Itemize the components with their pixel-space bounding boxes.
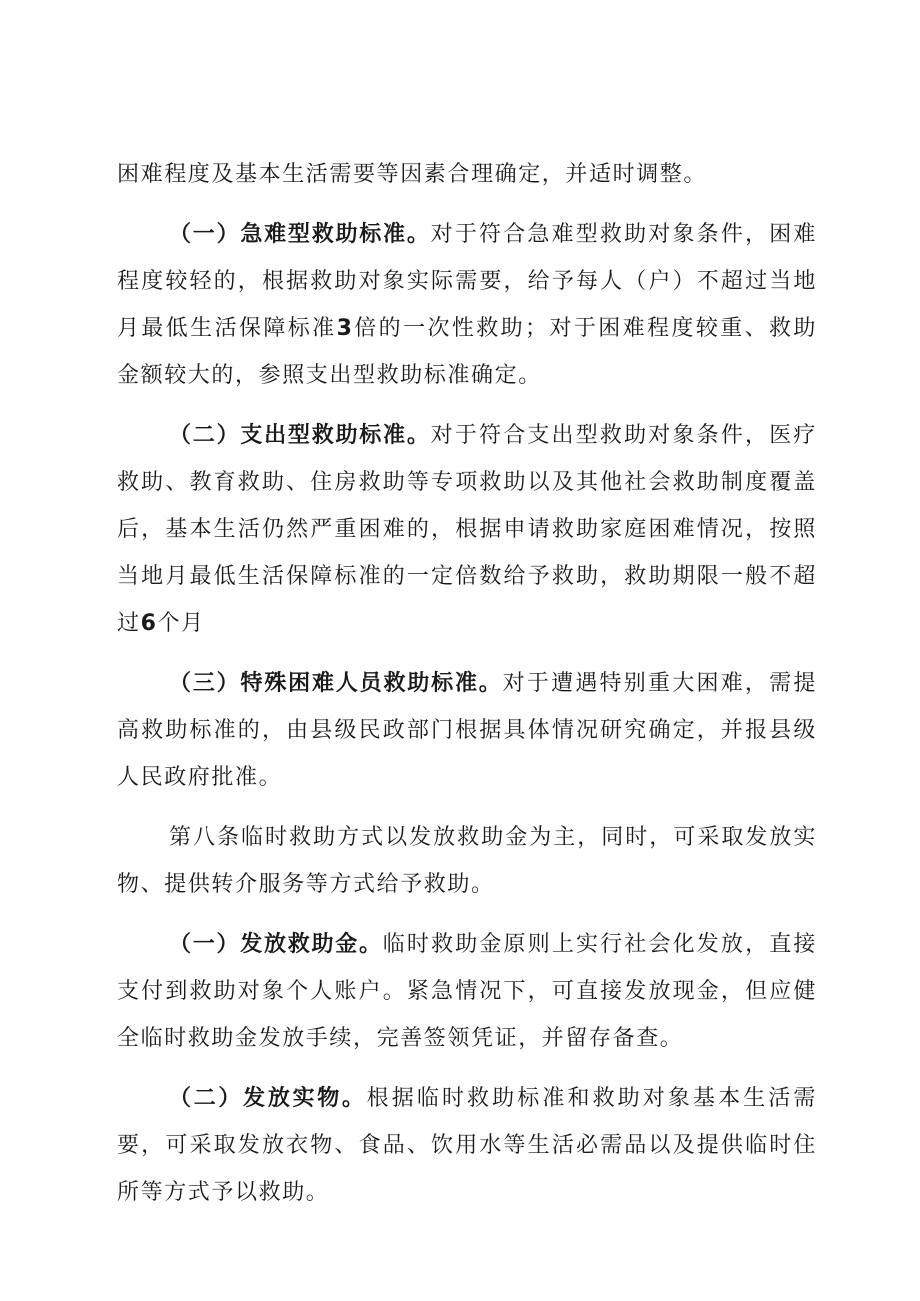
paragraph-text: 第八条临时救助方式以发放救助金为主，同时，可采取发放实物、提供转介服务等方式给予救助。 bbox=[117, 825, 817, 897]
paragraph-heading: （三）特殊困难人员救助标准。 bbox=[169, 671, 503, 696]
paragraph-text: 困难程度及基本生活需要等因素合理确定，并适时调整。 bbox=[117, 162, 708, 187]
paragraph-article-eight bbox=[117, 814, 817, 908]
paragraph-number: 6 bbox=[140, 611, 158, 636]
paragraph-text: 临时救助金原则上实行社会化发放，直接支付到救助对象个人账户。紧急情况下，可直接发放现金，但应健全临时救助金发放手续，完善签领凭证，并留存备查。 bbox=[117, 932, 817, 1051]
document-body bbox=[117, 151, 817, 1229]
paragraph-continuation bbox=[117, 151, 817, 198]
paragraph-text: 个月 bbox=[157, 611, 205, 636]
paragraph-heading: （一）发放救助金。 bbox=[169, 932, 383, 957]
paragraph-text: 对于符合急难型救助对象条件，困难程度较轻的，根据救助对象实际需要，给予每人（户）不超过当地月最低生活保障标准 bbox=[117, 222, 818, 341]
paragraph-heading: （一）急难型救助标准。 bbox=[169, 222, 431, 247]
paragraph-text: 根据临时救助标准和救助对象基本生活需要，可采取发放衣物、食品、饮用水等生活必需品以及提供临时住所等方式予以救助。 bbox=[117, 1086, 817, 1205]
paragraph-in-kind-assistance bbox=[117, 1075, 817, 1216]
paragraph-heading: （二）发放实物。 bbox=[169, 1086, 367, 1111]
paragraph-expenditure-standard bbox=[117, 412, 817, 647]
paragraph-special-standard bbox=[117, 660, 817, 801]
paragraph-heading: （二）支出型救助标准。 bbox=[169, 423, 431, 448]
paragraph-cash-assistance bbox=[117, 921, 817, 1062]
paragraph-emergency-standard bbox=[117, 211, 817, 399]
paragraph-text: 对于符合支出型救助对象条件，医疗救助、教育救助、住房救助等专项救助以及其他社会救助制度覆盖后，基本生活仍然严重困难的，根据申请救助家庭困难情况，按照当地月最低生活保障标准的一定倍数给予救助，救助期限一般不超过 bbox=[117, 423, 818, 636]
paragraph-text: 倍的一次性救助；对于困难程度较重、救助金额较大的，参照支出型救助标准确定。 bbox=[117, 316, 817, 388]
paragraph-number: 3 bbox=[336, 316, 354, 341]
paragraph-text: 对于遭遇特别重大困难，需提高救助标准的，由县级民政部门根据具体情况研究确定，并报县级人民政府批准。 bbox=[117, 671, 817, 790]
